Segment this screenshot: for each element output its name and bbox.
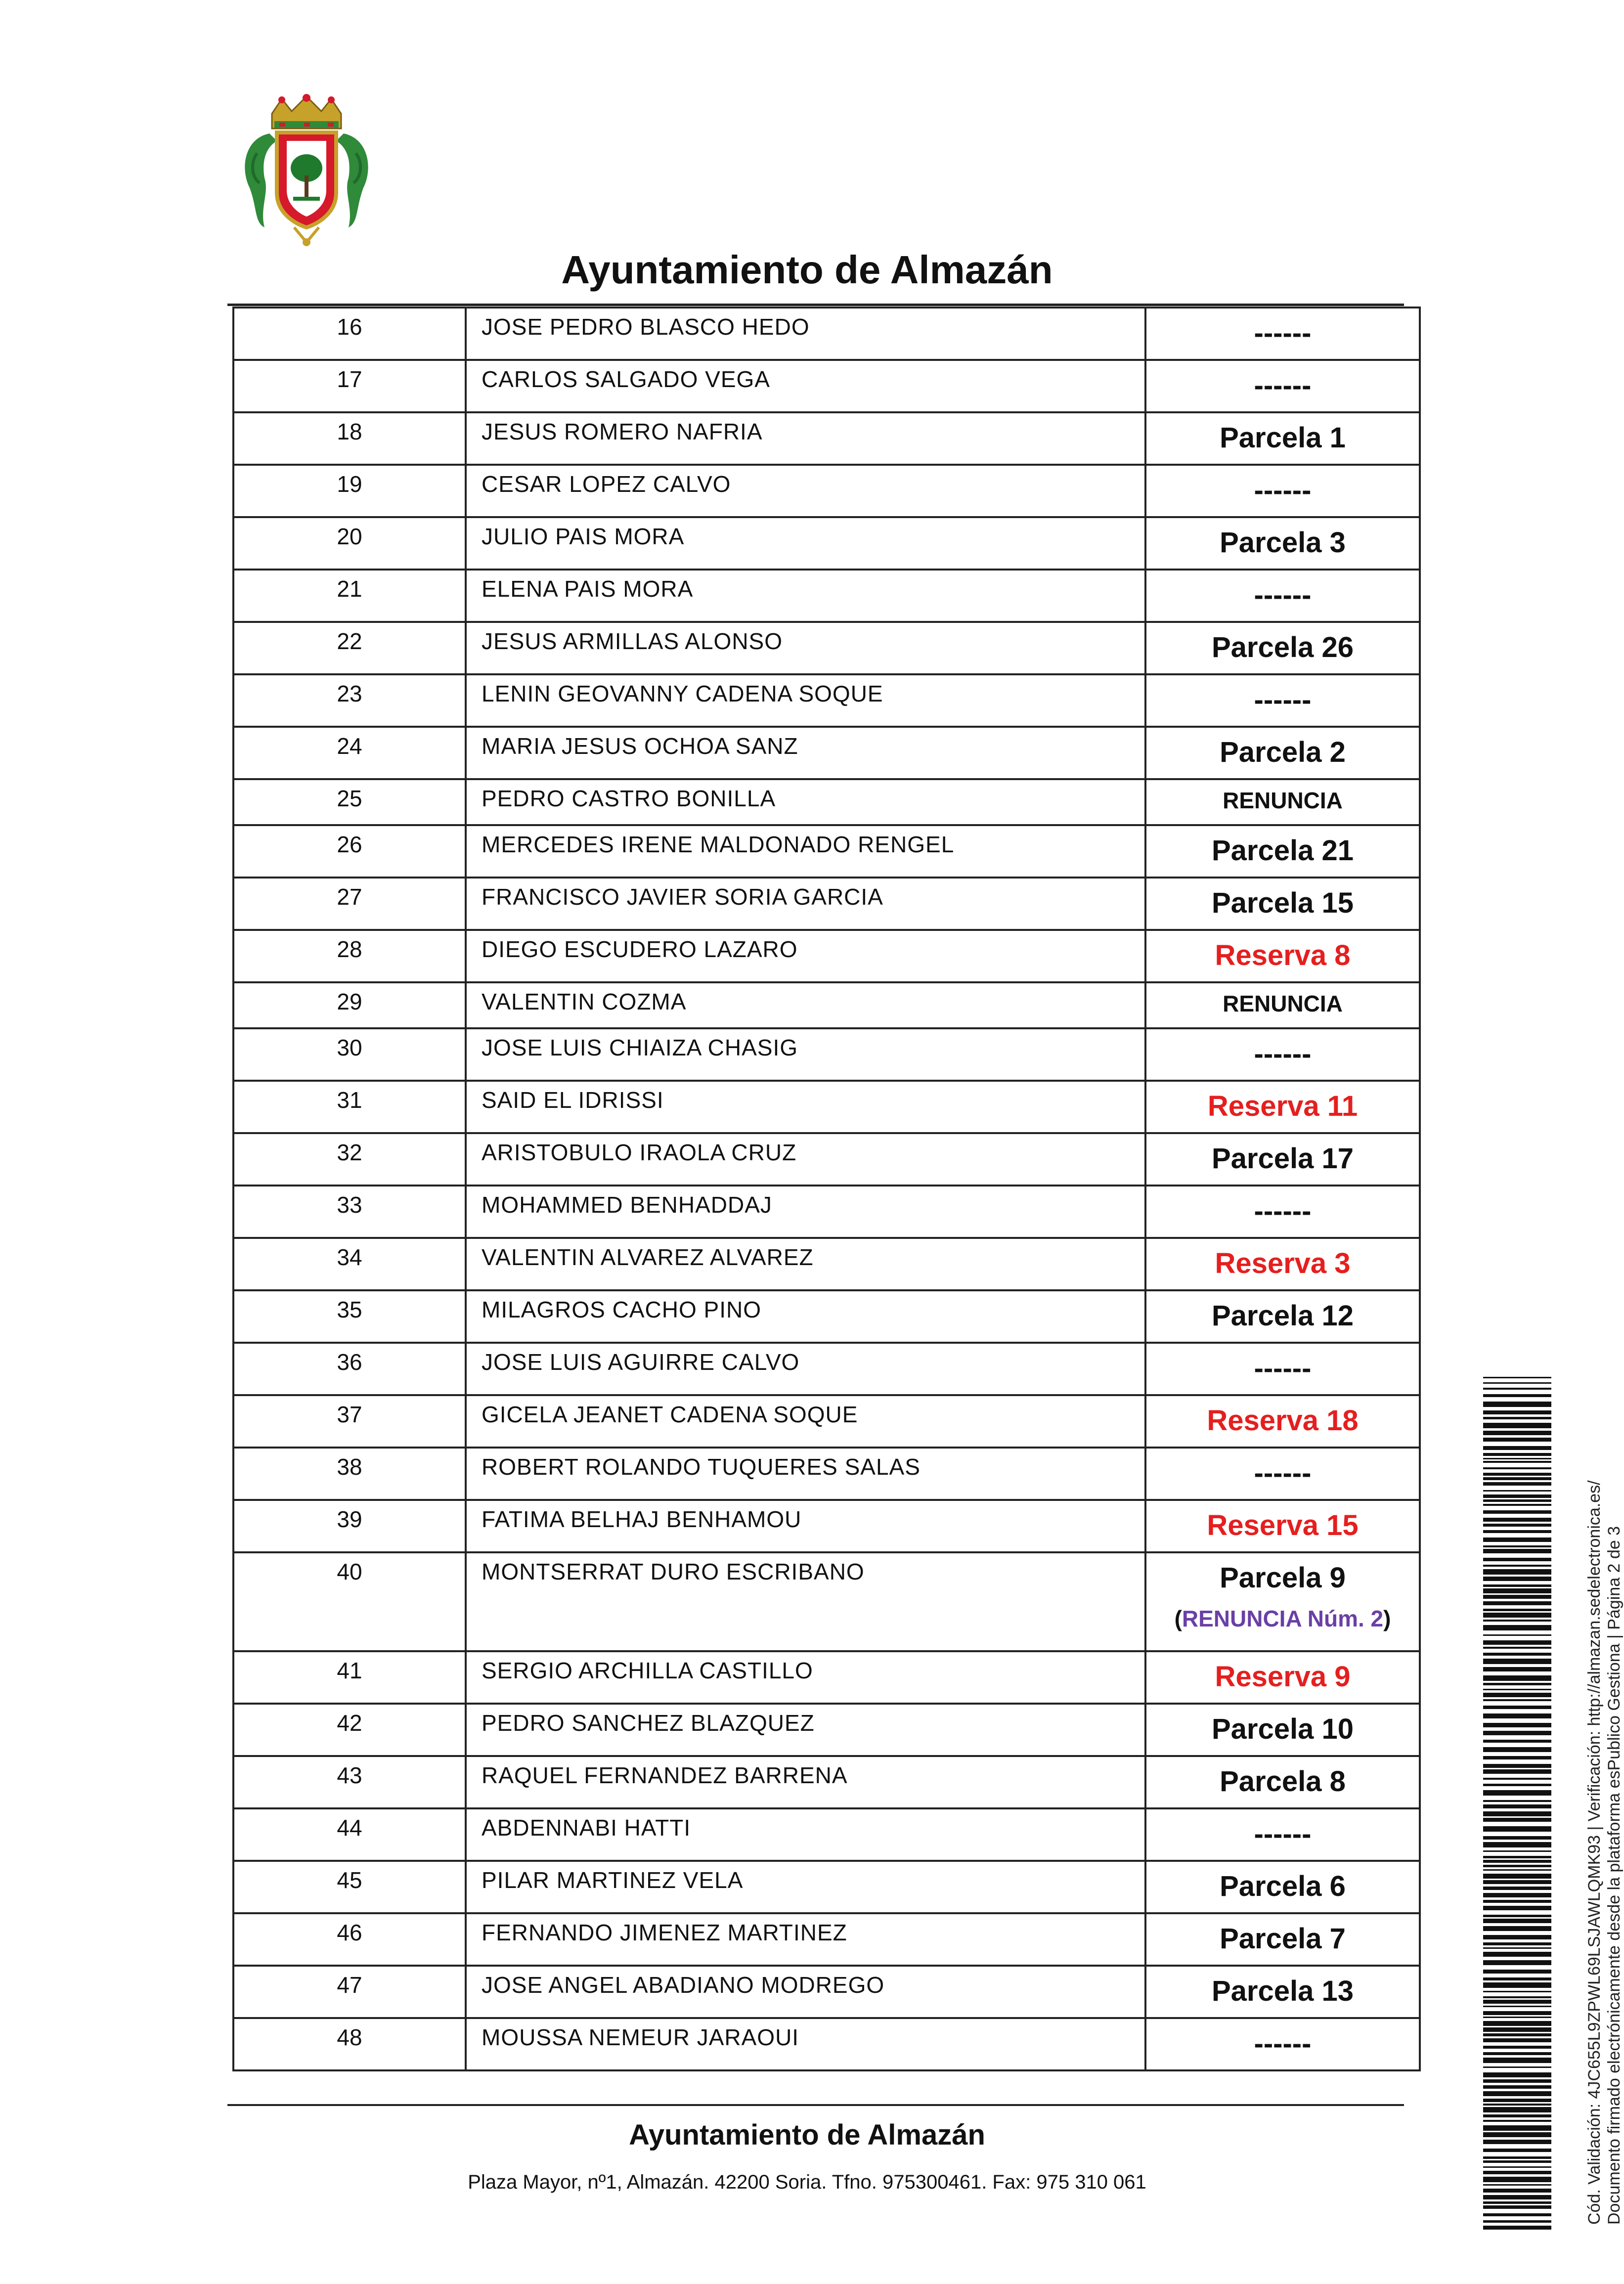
status-label: Reserva 9 xyxy=(1215,1661,1351,1693)
row-status xyxy=(1145,930,1420,982)
row-number: 41 xyxy=(233,1651,466,1704)
status-label: Parcela 7 xyxy=(1220,1923,1346,1955)
table-row xyxy=(233,1186,1420,1238)
row-name: GICELA JEANET CADENA SOQUE xyxy=(466,1395,1145,1448)
row-status xyxy=(1145,1552,1420,1651)
status-label: RENUNCIA xyxy=(1223,991,1343,1016)
row-name: DIEGO ESCUDERO LAZARO xyxy=(466,930,1145,982)
row-name: SAID EL IDRISSI xyxy=(466,1081,1145,1133)
row-number: 40 xyxy=(233,1552,466,1651)
status-note-open: ( xyxy=(1174,1606,1182,1631)
row-status xyxy=(1145,1704,1420,1756)
row-status xyxy=(1145,1756,1420,1808)
status-label: Reserva 18 xyxy=(1207,1405,1359,1437)
row-name: JOSE PEDRO BLASCO HEDO xyxy=(466,307,1145,360)
row-status xyxy=(1145,1808,1420,1861)
table-row xyxy=(233,622,1420,674)
table-row xyxy=(233,1238,1420,1290)
table-row xyxy=(233,674,1420,727)
row-number: 37 xyxy=(233,1395,466,1448)
row-name: JOSE LUIS AGUIRRE CALVO xyxy=(466,1343,1145,1395)
row-name: ABDENNABI HATTI xyxy=(466,1808,1145,1861)
status-label: Parcela 3 xyxy=(1220,527,1346,559)
row-number: 24 xyxy=(233,727,466,779)
status-label: Parcela 8 xyxy=(1220,1765,1346,1798)
row-status xyxy=(1145,1238,1420,1290)
row-name: MILAGROS CACHO PINO xyxy=(466,1290,1145,1343)
barcode-icon xyxy=(1483,1377,1551,2230)
table-row xyxy=(233,570,1420,622)
row-status xyxy=(1145,982,1420,1028)
row-name: JOSE LUIS CHIAIZA CHASIG xyxy=(466,1028,1145,1081)
row-number: 36 xyxy=(233,1343,466,1395)
status-note-close: ) xyxy=(1383,1606,1391,1631)
status-label: ------ xyxy=(1254,1818,1312,1850)
status-note xyxy=(1146,1605,1419,1632)
validation-line-1: Cód. Validación: 4JC655L9ZPWL69LSJAWLQMK93 | Verificación: http://almazan.sedelectronica.es/ xyxy=(1585,1480,1604,2225)
validation-line-2: Documento firmado electrónicamente desde la plataforma esPublico Gestiona | Página 2 de 3 xyxy=(1605,1526,1624,2225)
row-name: CESAR LOPEZ CALVO xyxy=(466,465,1145,517)
row-status xyxy=(1145,517,1420,570)
status-label: Parcela 21 xyxy=(1211,835,1354,867)
status-label: Parcela 2 xyxy=(1220,736,1346,768)
row-number: 35 xyxy=(233,1290,466,1343)
row-number: 38 xyxy=(233,1448,466,1500)
row-number: 32 xyxy=(233,1133,466,1186)
row-status xyxy=(1145,1343,1420,1395)
status-label: Reserva 15 xyxy=(1207,1509,1359,1541)
row-name: JESUS ROMERO NAFRIA xyxy=(466,412,1145,465)
table-row xyxy=(233,1081,1420,1133)
status-label: Parcela 17 xyxy=(1211,1142,1354,1175)
table-row xyxy=(233,982,1420,1028)
table-row xyxy=(233,727,1420,779)
row-name: LENIN GEOVANNY CADENA SOQUE xyxy=(466,674,1145,727)
row-name: MONTSERRAT DURO ESCRIBANO xyxy=(466,1552,1145,1651)
row-name: FATIMA BELHAJ BENHAMOU xyxy=(466,1500,1145,1552)
status-label: ------ xyxy=(1254,317,1312,349)
row-number: 17 xyxy=(233,360,466,412)
status-label: ------ xyxy=(1254,1038,1312,1070)
page-title: Ayuntamiento de Almazán xyxy=(561,248,1053,292)
status-label: ------ xyxy=(1254,2027,1312,2060)
row-status xyxy=(1145,360,1420,412)
status-label: Parcela 1 xyxy=(1220,422,1346,454)
row-status xyxy=(1145,1500,1420,1552)
status-label: Parcela 10 xyxy=(1211,1713,1354,1745)
status-label: RENUNCIA xyxy=(1223,788,1343,813)
status-label: Parcela 9 xyxy=(1220,1562,1346,1594)
header-divider xyxy=(227,304,1404,306)
row-status xyxy=(1145,1651,1420,1704)
table-row xyxy=(233,517,1420,570)
row-number: 34 xyxy=(233,1238,466,1290)
status-label: ------ xyxy=(1254,1352,1312,1384)
row-number: 43 xyxy=(233,1756,466,1808)
row-name: PEDRO SANCHEZ BLAZQUEZ xyxy=(466,1704,1145,1756)
status-label: Reserva 3 xyxy=(1215,1247,1351,1279)
row-number: 22 xyxy=(233,622,466,674)
row-name: JESUS ARMILLAS ALONSO xyxy=(466,622,1145,674)
table-row xyxy=(233,412,1420,465)
row-status xyxy=(1145,570,1420,622)
table-row xyxy=(233,825,1420,878)
table-row xyxy=(233,1395,1420,1448)
table-row xyxy=(233,1343,1420,1395)
row-number: 16 xyxy=(233,307,466,360)
row-name: ROBERT ROLANDO TUQUERES SALAS xyxy=(466,1448,1145,1500)
row-status xyxy=(1145,1966,1420,2018)
row-name: ARISTOBULO IRAOLA CRUZ xyxy=(466,1133,1145,1186)
row-status xyxy=(1145,465,1420,517)
status-label: ------ xyxy=(1254,1457,1312,1489)
status-label: Parcela 15 xyxy=(1211,887,1354,919)
status-label: Parcela 13 xyxy=(1211,1975,1354,2007)
status-label: ------ xyxy=(1254,369,1312,401)
row-number: 30 xyxy=(233,1028,466,1081)
coat-of-arms-icon xyxy=(235,94,378,247)
row-number: 44 xyxy=(233,1808,466,1861)
row-status xyxy=(1145,1861,1420,1913)
status-label: Reserva 11 xyxy=(1207,1090,1358,1122)
row-status xyxy=(1145,1290,1420,1343)
table-row xyxy=(233,1808,1420,1861)
row-number: 19 xyxy=(233,465,466,517)
row-number: 28 xyxy=(233,930,466,982)
table-row xyxy=(233,1290,1420,1343)
row-status xyxy=(1145,1395,1420,1448)
row-name: ELENA PAIS MORA xyxy=(466,570,1145,622)
row-number: 26 xyxy=(233,825,466,878)
row-status xyxy=(1145,622,1420,674)
row-name: JOSE ANGEL ABADIANO MODREGO xyxy=(466,1966,1145,2018)
row-status xyxy=(1145,727,1420,779)
table-row xyxy=(233,360,1420,412)
row-status xyxy=(1145,1448,1420,1500)
status-label: ------ xyxy=(1254,579,1312,611)
row-name: MARIA JESUS OCHOA SANZ xyxy=(466,727,1145,779)
status-label: Parcela 12 xyxy=(1211,1300,1354,1332)
row-name: JULIO PAIS MORA xyxy=(466,517,1145,570)
footer-address: Plaza Mayor, nº1, Almazán. 42200 Soria. Tfno. 975300461. Fax: 975 310 061 xyxy=(468,2171,1146,2193)
table-row xyxy=(233,878,1420,930)
row-name: PEDRO CASTRO BONILLA xyxy=(466,779,1145,825)
row-number: 47 xyxy=(233,1966,466,2018)
row-number: 20 xyxy=(233,517,466,570)
row-number: 48 xyxy=(233,2018,466,2070)
status-label: Parcela 26 xyxy=(1211,631,1354,663)
row-name: MERCEDES IRENE MALDONADO RENGEL xyxy=(466,825,1145,878)
row-number: 25 xyxy=(233,779,466,825)
table-row xyxy=(233,2018,1420,2070)
row-number: 29 xyxy=(233,982,466,1028)
row-status xyxy=(1145,1133,1420,1186)
row-status xyxy=(1145,2018,1420,2070)
row-name: FRANCISCO JAVIER SORIA GARCIA xyxy=(466,878,1145,930)
row-name: CARLOS SALGADO VEGA xyxy=(466,360,1145,412)
row-status xyxy=(1145,878,1420,930)
table-row xyxy=(233,1651,1420,1704)
table-row xyxy=(233,1966,1420,2018)
table-row xyxy=(233,1704,1420,1756)
table-row xyxy=(233,1552,1420,1651)
row-number: 45 xyxy=(233,1861,466,1913)
status-label: ------ xyxy=(1254,474,1312,506)
row-name: VALENTIN COZMA xyxy=(466,982,1145,1028)
assignment-table xyxy=(232,307,1421,2071)
status-label: ------ xyxy=(1254,1195,1312,1227)
footer-divider xyxy=(227,2104,1404,2106)
status-label: ------ xyxy=(1254,684,1312,716)
row-number: 23 xyxy=(233,674,466,727)
row-number: 27 xyxy=(233,878,466,930)
table-row xyxy=(233,779,1420,825)
row-name: FERNANDO JIMENEZ MARTINEZ xyxy=(466,1913,1145,1966)
validation-text xyxy=(1584,1360,1624,2225)
row-name: MOHAMMED BENHADDAJ xyxy=(466,1186,1145,1238)
row-status xyxy=(1145,1913,1420,1966)
row-name: VALENTIN ALVAREZ ALVAREZ xyxy=(466,1238,1145,1290)
row-status xyxy=(1145,1028,1420,1081)
table-row xyxy=(233,1913,1420,1966)
row-name: MOUSSA NEMEUR JARAOUI xyxy=(466,2018,1145,2070)
table-row xyxy=(233,930,1420,982)
table-row xyxy=(233,1861,1420,1913)
row-status xyxy=(1145,825,1420,878)
footer-title: Ayuntamiento de Almazán xyxy=(629,2119,985,2151)
table-row xyxy=(233,1448,1420,1500)
row-number: 31 xyxy=(233,1081,466,1133)
row-name: SERGIO ARCHILLA CASTILLO xyxy=(466,1651,1145,1704)
table-row xyxy=(233,307,1420,360)
row-number: 21 xyxy=(233,570,466,622)
row-status xyxy=(1145,412,1420,465)
status-label: Parcela 6 xyxy=(1220,1870,1346,1902)
table-row xyxy=(233,1133,1420,1186)
row-status xyxy=(1145,674,1420,727)
row-number: 18 xyxy=(233,412,466,465)
status-note-text: RENUNCIA Núm. 2 xyxy=(1182,1606,1384,1631)
row-status xyxy=(1145,307,1420,360)
status-label: Reserva 8 xyxy=(1215,939,1351,971)
row-number: 42 xyxy=(233,1704,466,1756)
row-status xyxy=(1145,1186,1420,1238)
row-number: 46 xyxy=(233,1913,466,1966)
table-row xyxy=(233,1756,1420,1808)
row-status xyxy=(1145,1081,1420,1133)
row-name: RAQUEL FERNANDEZ BARRENA xyxy=(466,1756,1145,1808)
table-row xyxy=(233,465,1420,517)
row-number: 39 xyxy=(233,1500,466,1552)
row-status xyxy=(1145,779,1420,825)
table-row xyxy=(233,1500,1420,1552)
row-number: 33 xyxy=(233,1186,466,1238)
table-row xyxy=(233,1028,1420,1081)
row-name: PILAR MARTINEZ VELA xyxy=(466,1861,1145,1913)
